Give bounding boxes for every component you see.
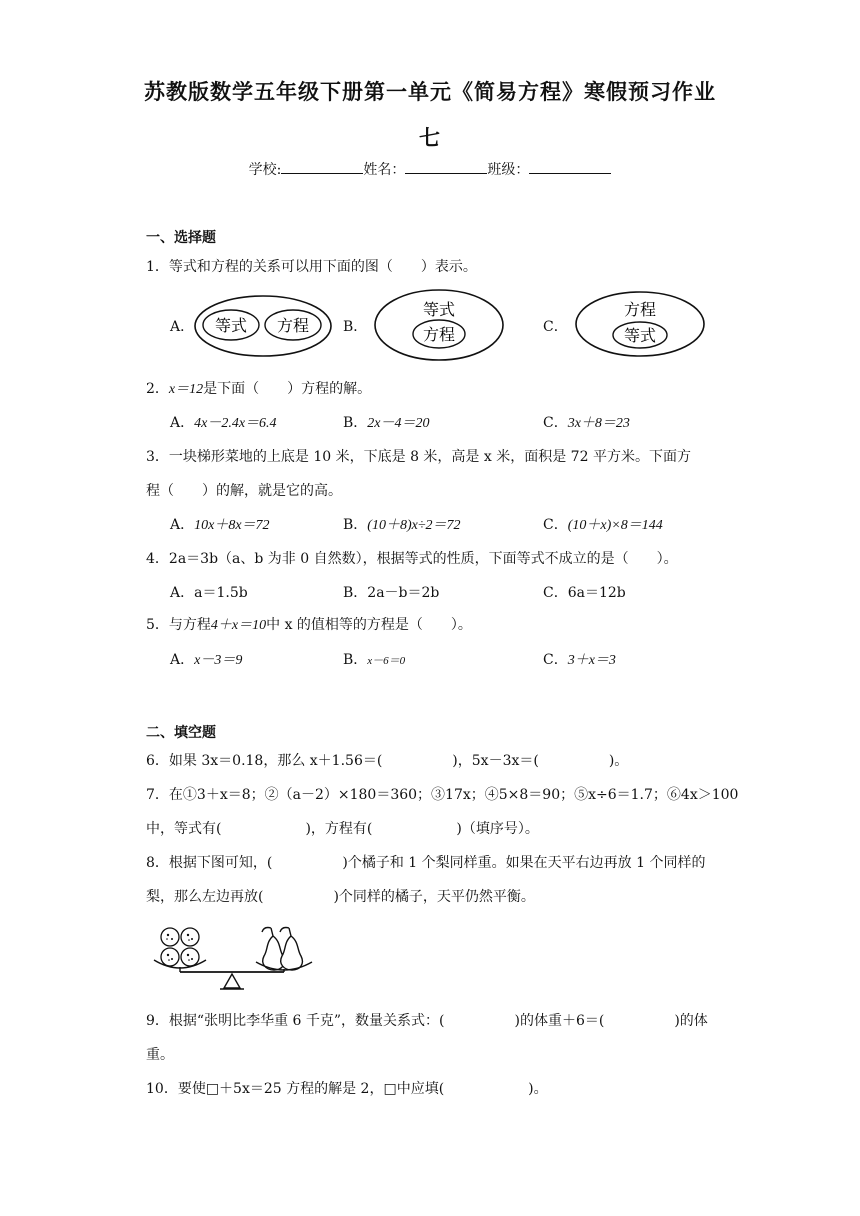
q1-a-right-label: 方程	[276, 316, 310, 335]
question-8-line2: 梨，那么左边再放( )个同样的橘子，天平仍然平衡。	[146, 889, 535, 905]
q3-option-c: C．(10＋x)×8＝144	[543, 517, 663, 533]
question-10: 10．要使□＋5x＝25 方程的解是 2，□中应填( )。	[146, 1081, 548, 1097]
question-7-line2: 中，等式有( )，方程有( )（填序号）。	[146, 821, 539, 837]
q2-option-b: B．2x－4＝20	[343, 415, 430, 431]
section-heading-choice: 一、选择题	[146, 230, 216, 246]
q1-b-inner-label: 方程	[422, 325, 456, 344]
name-label: 姓名：	[363, 162, 406, 178]
question-5: 5．与方程4＋x＝10中 x 的值相等的方程是（ ）。	[146, 617, 472, 633]
q1-diagram-a	[193, 294, 333, 358]
q1-option-b-label: B．	[343, 319, 368, 335]
question-9-line1: 9．根据“张明比李华重 6 千克”，数量关系式：( )的体重＋6＝( )的体	[146, 1013, 708, 1029]
class-blank[interactable]	[529, 159, 611, 174]
q2-math: x＝12	[168, 382, 204, 397]
orange-icon	[161, 928, 199, 966]
pear-icon	[262, 928, 302, 971]
q5-option-b: B．x－6＝0	[343, 652, 406, 668]
school-label: 学校:	[248, 162, 282, 178]
q2-option-c: C．3x＋8＝23	[543, 415, 630, 431]
q5-option-c: C．3＋x＝3	[543, 652, 616, 668]
q4-option-b: B．2a－b＝2b	[343, 585, 440, 601]
q1-c-inner-label: 等式	[623, 326, 657, 345]
student-info-line	[0, 159, 860, 179]
class-label: 班级：	[487, 162, 530, 178]
question-6: 6．如果 3x＝0.18，那么 x＋1.56＝( )，5x－3x＝( )。	[146, 753, 629, 769]
q4-option-c: C．6a＝12b	[543, 585, 626, 601]
question-3-line1: 3．一块梯形菜地的上底是 10 米，下底是 8 米，高是 x 米，面积是 72 平方米。下面方	[146, 449, 691, 465]
q5-math: 4＋x＝10	[210, 618, 267, 633]
school-blank[interactable]	[281, 159, 363, 174]
balance-scale-illustration	[148, 922, 320, 994]
q1-option-c-label: C．	[543, 319, 568, 335]
question-9-line2: 重。	[146, 1047, 174, 1063]
question-7-line1: 7．在①3＋x＝8；②（a－2）×180＝360；③17x；④5×8＝90；⑤x÷6＝1.7；⑥4x＞100	[146, 787, 739, 803]
q2-option-a: A．4x－2.4x＝6.4	[170, 415, 277, 431]
q1-diagram-b	[373, 288, 505, 362]
q1-b-outer-label: 等式	[422, 300, 456, 319]
q3-option-a: A．10x＋8x＝72	[170, 517, 270, 533]
question-1: 1．等式和方程的关系可以用下面的图（ ）表示。	[146, 259, 477, 275]
question-8-line1: 8．根据下图可知，( )个橘子和 1 个梨同样重。如果在天平右边再放 1 个同样的	[146, 855, 706, 871]
page-title-line2: 七	[419, 126, 441, 150]
question-3-line2: 程（ ）的解，就是它的高。	[146, 483, 342, 499]
q3-option-b: B．(10＋8)x÷2＝72	[343, 517, 461, 533]
question-4: 4．2a＝3b（a、b 为非 0 自然数），根据等式的性质，下面等式不成立的是（ ）。	[146, 551, 678, 567]
q1-diagram-c	[574, 290, 706, 358]
page-title: 苏教版数学五年级下册第一单元《简易方程》寒假预习作业	[144, 80, 716, 104]
q5-option-a: A．x－3＝9	[170, 652, 243, 668]
q4-option-a: A．a＝1.5b	[170, 585, 248, 601]
q1-a-left-label: 等式	[214, 316, 248, 335]
section-heading-fill: 二、填空题	[146, 725, 216, 741]
q1-c-outer-label: 方程	[623, 300, 657, 319]
question-2: 2．x＝12是下面（ ）方程的解。	[146, 381, 372, 397]
name-blank[interactable]	[405, 159, 487, 174]
q1-option-a-label: A．	[170, 319, 195, 335]
